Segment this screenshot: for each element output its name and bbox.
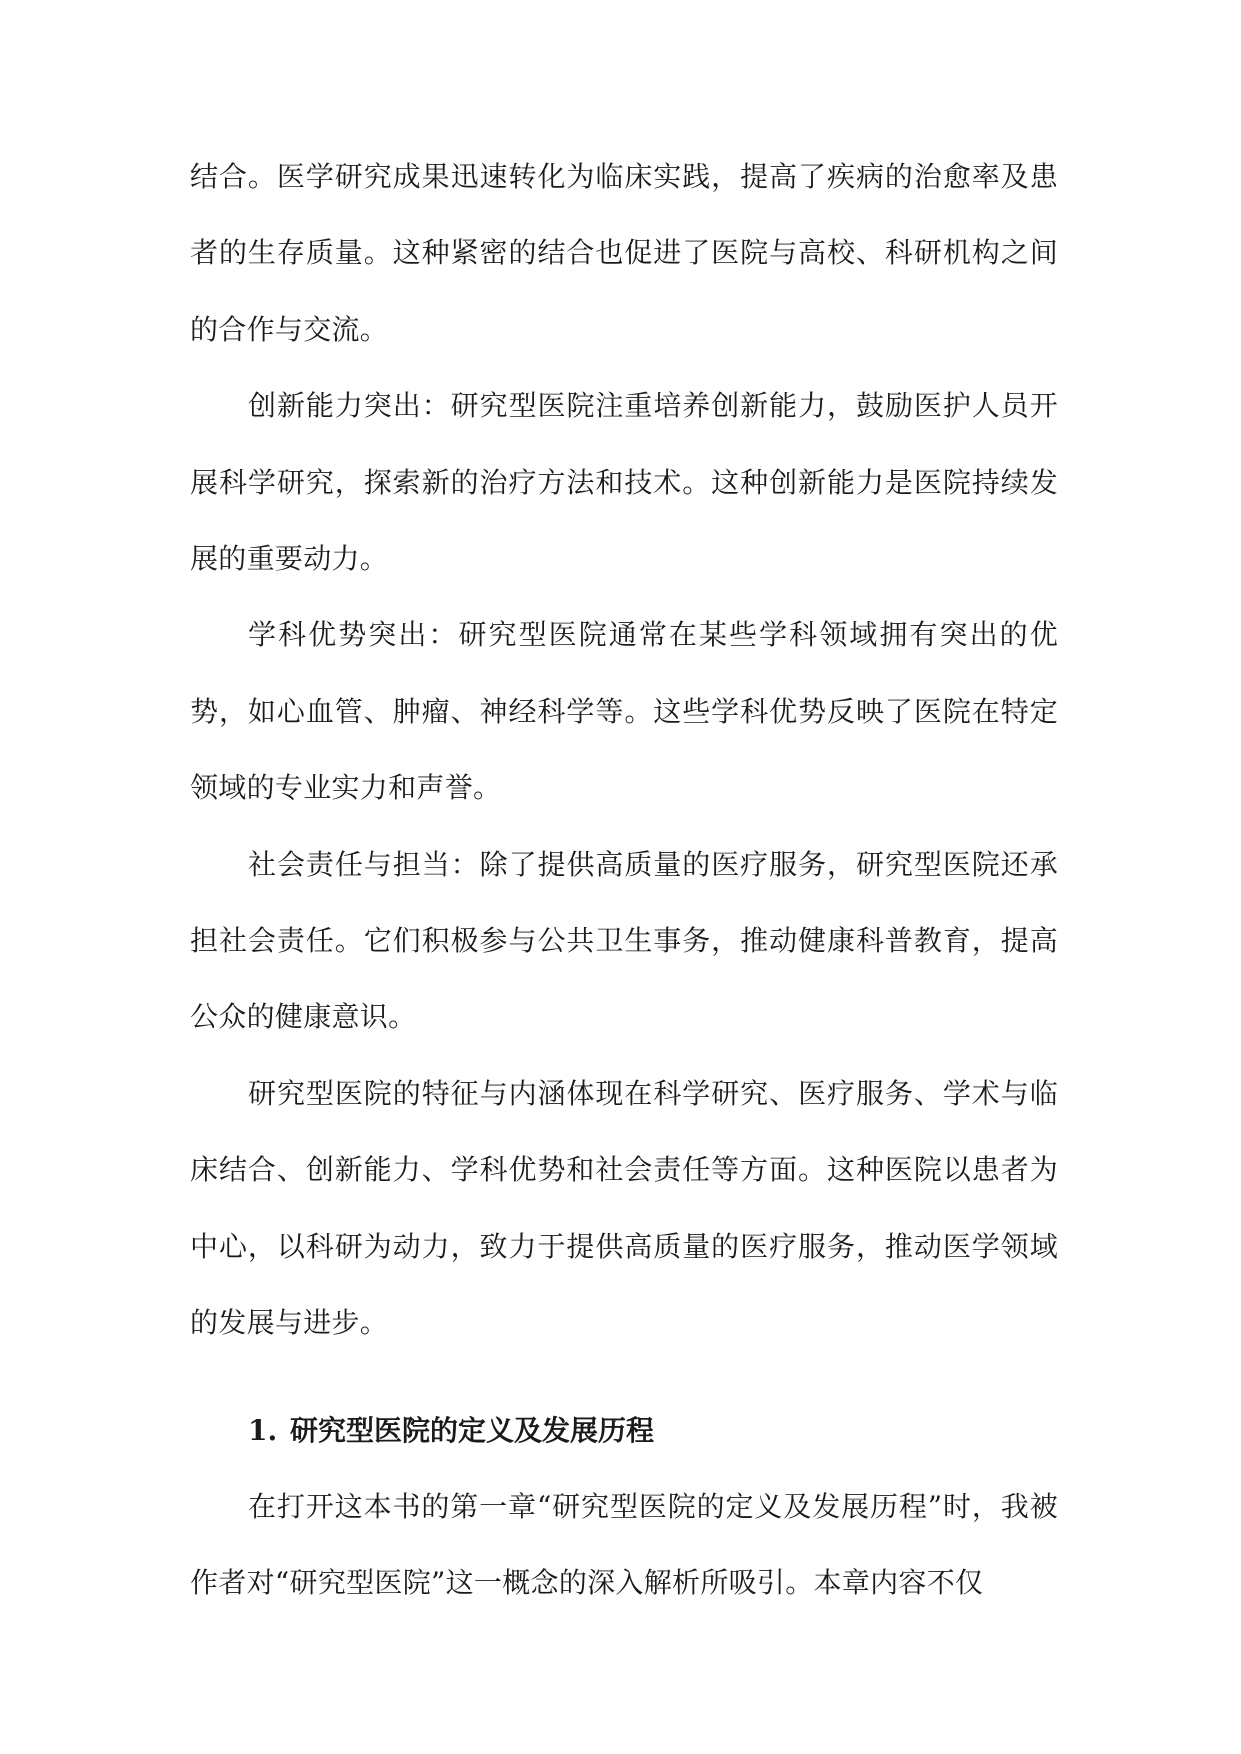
body-paragraph-2: 创新能力突出：研究型医院注重培养创新能力，鼓励医护人员开展科学研究，探索新的治疗方法和技术。这种创新能力是医院持续发展的重要动力。 [190, 389, 1058, 576]
body-paragraph-3: 学科优势突出：研究型医院通常在某些学科领域拥有突出的优势，如心血管、肿瘤、神经科学等。这些学科优势反映了医院在特定领域的专业实力和声誉。 [190, 618, 1058, 805]
section-paragraph: 在打开这本书的第一章“研究型医院的定义及发展历程”时，我被作者对“研究型医院”这一概念的深入解析所吸引。本章内容不仅 [190, 1489, 1058, 1599]
body-paragraph-4: 社会责任与担当：除了提供高质量的医疗服务，研究型医院还承担社会责任。它们积极参与公共卫生事务，推动健康科普教育，提高公众的健康意识。 [190, 847, 1058, 1034]
section-number: 1. [248, 1413, 278, 1447]
page-body [190, 139, 1058, 1621]
section-title: 研究型医院的定义及发展历程 [290, 1413, 655, 1447]
section-heading [190, 1393, 1058, 1469]
body-paragraph-1: 结合。医学研究成果迅速转化为临床实践，提高了疾病的治愈率及患者的生存质量。这种紧密的结合也促进了医院与高校、科研机构之间的合作与交流。 [190, 160, 1058, 346]
body-paragraph-5: 研究型医院的特征与内涵体现在科学研究、医疗服务、学术与临床结合、创新能力、学科优势和社会责任等方面。这种医院以患者为中心，以科研为动力，致力于提供高质量的医疗服务，推动医学领域的发展与进步。 [190, 1076, 1058, 1340]
